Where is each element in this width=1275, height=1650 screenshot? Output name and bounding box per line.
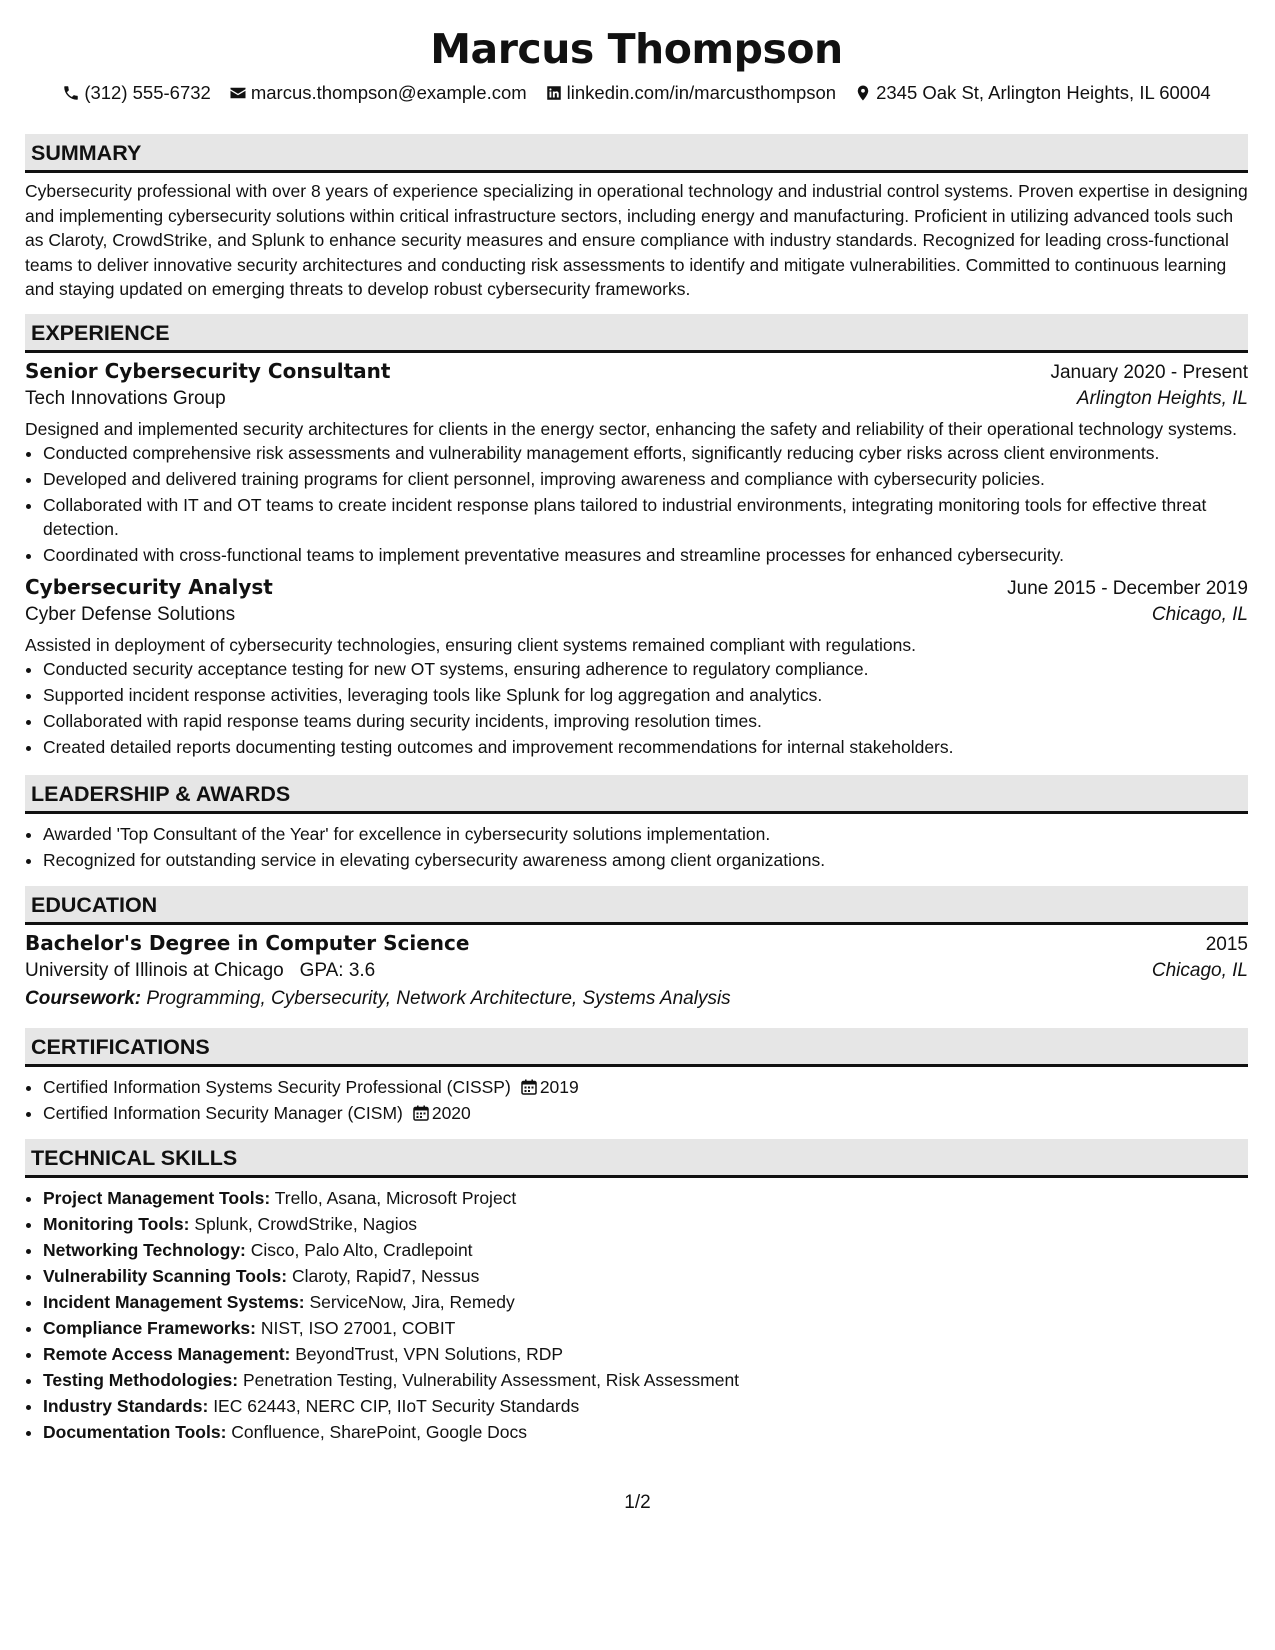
job-description: Assisted in deployment of cybersecurity technologies, ensuring client systems remained compliant with regulations. [25, 634, 916, 655]
skill-label: Remote Access Management: [43, 1343, 291, 1364]
skill-value: Confluence, SharePoint, Google Docs [231, 1421, 528, 1442]
linkedin-icon [545, 84, 563, 102]
list-item [43, 1368, 1248, 1392]
section-heading-education: EDUCATION [25, 886, 1248, 925]
skill-value: Penetration Testing, Vulnerability Assessment, Risk Assessment [242, 1369, 740, 1390]
calendar-icon [413, 1105, 429, 1121]
certification-name: Certified Information Security Manager (CISM) [43, 1102, 403, 1123]
contact-phone [62, 82, 211, 104]
leadership-bullets [25, 822, 1248, 872]
skill-value: NIST, ISO 27001, COBIT [260, 1317, 456, 1338]
phone-icon [62, 84, 80, 102]
job-company: Tech Innovations Group [25, 387, 226, 409]
school-info [25, 960, 375, 982]
section-heading-leadership: LEADERSHIP & AWARDS [25, 775, 1248, 814]
job-company-row [25, 388, 1248, 410]
section-heading-summary: SUMMARY [25, 134, 1248, 173]
map-pin-icon [854, 84, 872, 102]
school-location: Chicago, IL [1151, 959, 1248, 981]
job-entry [25, 575, 1248, 759]
list-item: • Collaborated with IT and OT teams to create incident response plans tailored to industrial environments, integrating monitoring tools for effective threat detection. [43, 493, 1248, 541]
contact-address [854, 82, 1211, 104]
skill-value: Cisco, Palo Alto, Cradlepoint [250, 1239, 473, 1260]
certification-list [25, 1075, 1248, 1125]
address-text: 2345 Oak St, Arlington Heights, IL 60004 [876, 82, 1211, 103]
list-item [43, 1316, 1248, 1340]
job-description: Designed and implemented security architectures for clients in the energy sector, enhancing the safety and reliability of their operational technology systems. [25, 418, 1238, 439]
list-item [43, 1342, 1248, 1366]
skill-value: Claroty, Rapid7, Nessus [291, 1265, 480, 1286]
candidate-name: Marcus Thompson [430, 25, 843, 73]
skill-label: Industry Standards: [43, 1395, 209, 1416]
list-item [43, 1212, 1248, 1236]
skill-label: Testing Methodologies: [43, 1369, 239, 1390]
section-heading-skills: TECHNICAL SKILLS [25, 1139, 1248, 1178]
skill-label: Documentation Tools: [43, 1421, 227, 1442]
contact-bar [25, 80, 1248, 106]
school-row [25, 960, 1248, 982]
list-item: • Recognized for outstanding service in elevating cybersecurity awareness among client organizations. [43, 848, 1248, 872]
summary-text: Cybersecurity professional with over 8 years of experience specializing in operational technology and industrial control systems. Proven expertise in designing and implementing cybersecurity solutions within critical infrastructure sectors, including energy and manufacturing. Proficient in utilizing advanced tools such as Claroty, CrowdStrike, and Splunk to enhance security measures and ensure compliance with industry standards. Recognized for leading cross-functional teams to deliver innovative security architectures and conducting risk assessments to identify and mitigate vulnerabilities. Committed to continuous learning and staying updated on emerging threats to develop robust cybersecurity frameworks. [25, 181, 1248, 299]
job-company-row [25, 604, 1248, 626]
skills-list [25, 1186, 1248, 1444]
skill-value: ServiceNow, Jira, Remedy [309, 1291, 515, 1312]
section-heading-experience: EXPERIENCE [25, 314, 1248, 353]
school-name: University of Illinois at Chicago [25, 959, 284, 981]
job-bullets [25, 657, 1248, 759]
job-location: Chicago, IL [1151, 603, 1248, 625]
calendar-icon [521, 1079, 537, 1095]
list-item: • Developed and delivered training programs for client personnel, improving awareness and compliance with cybersecurity policies. [43, 467, 1248, 491]
coursework-text: Programming, Cybersecurity, Network Architecture, Systems Analysis [146, 987, 731, 1009]
list-item [43, 1394, 1248, 1418]
list-item [43, 1290, 1248, 1314]
skill-label: Project Management Tools: [43, 1187, 271, 1208]
envelope-icon [229, 84, 247, 102]
list-item: • Conducted comprehensive risk assessments and vulnerability management efforts, significantly reducing cyber risks across client environments. [43, 441, 1248, 465]
certification-year: 2019 [539, 1076, 579, 1097]
job-title: Senior Cybersecurity Consultant [25, 358, 391, 383]
skill-label: Networking Technology: [43, 1239, 246, 1260]
skill-value: BeyondTrust, VPN Solutions, RDP [295, 1343, 564, 1364]
list-item: • Collaborated with rapid response teams during security incidents, improving resolution times. [43, 709, 1248, 733]
email-text[interactable]: marcus.thompson@example.com [250, 82, 527, 103]
list-item: • Awarded 'Top Consultant of the Year' for excellence in cybersecurity solutions implementation. [43, 822, 1248, 846]
contact-email[interactable] [229, 82, 527, 104]
job-title: Cybersecurity Analyst [25, 574, 273, 599]
job-bullets [25, 441, 1248, 567]
list-item [43, 1238, 1248, 1262]
job-title-row [25, 575, 1248, 600]
phone-text: (312) 555-6732 [84, 82, 211, 103]
list-item: • Created detailed reports documenting testing outcomes and improvement recommendations for internal stakeholders. [43, 735, 1248, 759]
job-dates: June 2015 - December 2019 [1007, 577, 1248, 599]
degree-title: Bachelor's Degree in Computer Science [25, 930, 470, 955]
list-item [43, 1264, 1248, 1288]
certification-year: 2020 [431, 1102, 471, 1123]
skill-label: Vulnerability Scanning Tools: [43, 1265, 288, 1286]
skill-label: Monitoring Tools: [43, 1213, 190, 1234]
job-dates: January 2020 - Present [1050, 361, 1248, 383]
certification-name: Certified Information Systems Security Professional (CISSP) [43, 1076, 511, 1097]
list-item: • Coordinated with cross-functional teams to implement preventative measures and streamline processes for enhanced cybersecurity. [43, 543, 1248, 567]
list-item [43, 1101, 1248, 1125]
job-location: Arlington Heights, IL [1076, 387, 1248, 409]
coursework-label: Coursework: [25, 987, 142, 1009]
coursework-line [25, 988, 1248, 1010]
list-item [43, 1075, 1248, 1099]
list-item [43, 1186, 1248, 1210]
list-item [43, 1420, 1248, 1444]
list-item: • Conducted security acceptance testing for new OT systems, ensuring adherence to regulatory compliance. [43, 657, 1248, 681]
job-entry [25, 359, 1248, 567]
education-entry [25, 931, 1248, 1010]
skill-value: Trello, Asana, Microsoft Project [274, 1187, 517, 1208]
skill-label: Compliance Frameworks: [43, 1317, 256, 1338]
section-heading-certifications: CERTIFICATIONS [25, 1028, 1248, 1067]
job-title-row [25, 359, 1248, 384]
list-item: • Supported incident response activities, leveraging tools like Splunk for log aggregation and analytics. [43, 683, 1248, 707]
gpa: GPA: 3.6 [299, 959, 376, 981]
linkedin-text[interactable]: linkedin.com/in/marcusthompson [566, 82, 837, 103]
contact-linkedin[interactable] [545, 82, 836, 104]
graduation-year: 2015 [1205, 933, 1248, 955]
skill-label: Incident Management Systems: [43, 1291, 305, 1312]
page-number: 1/2 [624, 1492, 651, 1513]
job-company: Cyber Defense Solutions [25, 603, 236, 625]
skill-value: IEC 62443, NERC CIP, IIoT Security Standards [213, 1395, 580, 1416]
degree-row [25, 931, 1248, 956]
skill-value: Splunk, CrowdStrike, Nagios [194, 1213, 418, 1234]
